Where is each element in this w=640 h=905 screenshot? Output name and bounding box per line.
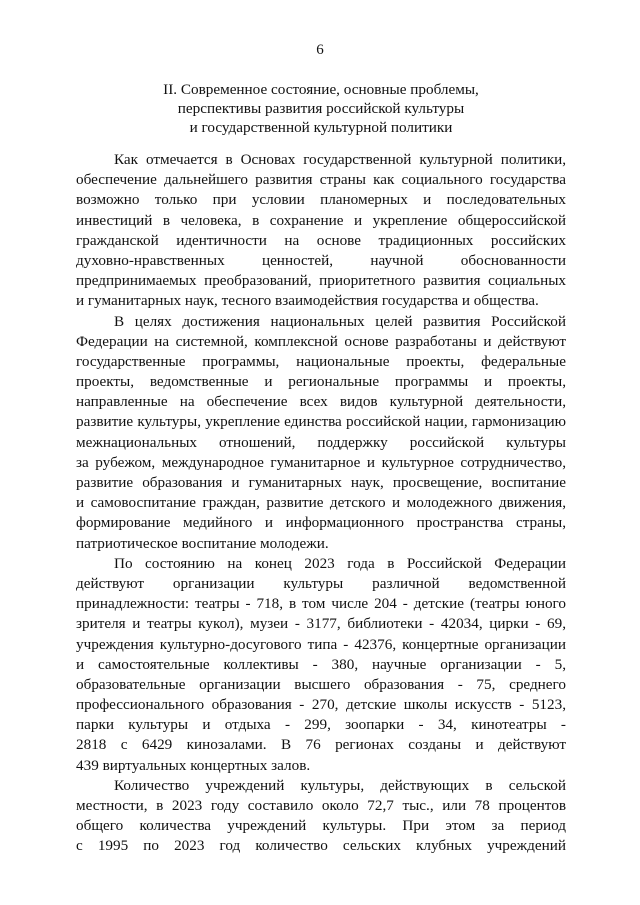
paragraph (76, 150, 566, 312)
paragraph-line: с 1995 по 2023 год количество сельских клубных учреждений (76, 837, 566, 855)
paragraph-line: общего количества учреждений культуры. При этом за период (76, 817, 566, 835)
paragraph (76, 554, 566, 776)
paragraph-line: В целях достижения национальных целей развития Российской (114, 312, 566, 330)
paragraph-line: инвестиций в человека, в сохранение и укрепление общероссийской (76, 211, 566, 229)
paragraph-line: местности, в 2023 году составило около 72,7 тыс., или 78 процентов (76, 797, 566, 814)
paragraph-line: патриотическое воспитание молодежи. (76, 534, 329, 552)
paragraph-line: 439 виртуальных концертных залов. (76, 756, 311, 774)
paragraph-line: развитие культуры, укрепление единства российской нации, гармонизацию (76, 413, 566, 431)
paragraph-line: межнациональных отношений, поддержку российской культуры (76, 433, 566, 451)
paragraph-line: направленные на обеспечение всех видов культурной деятельности, (76, 393, 566, 411)
section-heading (76, 80, 566, 137)
paragraph-line: развитие образования и гуманитарных наук, просвещение, воспитание (76, 474, 566, 491)
body-text (76, 150, 566, 857)
paragraph-line: и самостоятельные коллективы - 380, научные организации - 5, (76, 655, 566, 673)
paragraph-line: возможно только при условии планомерных и последовательных (76, 191, 566, 209)
paragraph-line: 2818 с 6429 кинозалами. В 76 регионах созданы и действуют (76, 736, 566, 754)
paragraph-line: и самовоспитание граждан, развитие детского и молодежного движения, (76, 494, 566, 512)
section-heading-line: и государственной культурной политики (189, 119, 453, 136)
paragraph (76, 312, 566, 554)
paragraph-line: профессионального образования - 270, детские школы искусств - 5123, (76, 696, 566, 714)
paragraph-line: парки культуры и отдыха - 299, зоопарки - 34, кинотеатры - (76, 716, 566, 734)
paragraph-line: действуют организации культуры различной ведомственной (76, 574, 566, 592)
paragraph-line: принадлежности: театры - 718, в том числе 204 - детские (театры юного (76, 595, 566, 613)
section-heading-line: перспективы развития российской культуры (177, 100, 465, 117)
paragraph-line: По состоянию на конец 2023 года в Российской Федерации (114, 554, 566, 572)
paragraph-line: Количество учреждений культуры, действующих в сельской (114, 776, 566, 794)
paragraph (76, 776, 566, 857)
paragraph-line: и гуманитарных наук, тесного взаимодействия государства и общества. (76, 292, 539, 310)
paragraph-line: учреждения культурно-досугового типа - 42376, концертные организации (76, 635, 566, 653)
paragraph-line: образовательные организации высшего образования - 75, среднего (76, 675, 566, 693)
section-heading-line: II. Современное состояние, основные проблемы, (163, 81, 479, 98)
paragraph-line: предпринимаемых преобразований, приоритетного развития социальных (76, 272, 566, 290)
paragraph-line: за рубежом, международное гуманитарное и культурное сотрудничество, (76, 453, 566, 471)
paragraph-line: формирование медийного и информационного пространства страны, (76, 514, 566, 532)
paragraph-line: гражданской идентичности на основе традиционных российских (76, 231, 566, 249)
page-number: 6 (316, 42, 324, 58)
paragraph-line: государственные программы, национальные проекты, федеральные (76, 352, 566, 370)
paragraph-line: проекты, ведомственные и региональные программы и проекты, (76, 373, 566, 391)
paragraph-line: зрителя и театры кукол), музеи - 3177, библиотеки - 42034, цирки - 69, (76, 615, 566, 633)
paragraph-line: духовно-нравственных ценностей, научной обоснованности (76, 251, 566, 269)
paragraph-line: обеспечение дальнейшего развития страны как социального государства (76, 171, 566, 189)
paragraph-line: Как отмечается в Основах государственной культурной политики, (114, 151, 566, 168)
paragraph-line: Федерации на системной, комплексной основе разработаны и действуют (76, 332, 566, 350)
